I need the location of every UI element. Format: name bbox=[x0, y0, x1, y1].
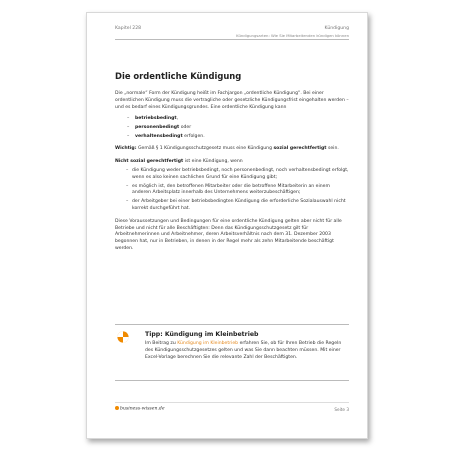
important-tail: sein. bbox=[326, 146, 339, 152]
reason-term: personenbedingt bbox=[135, 125, 180, 131]
topic-label: Kündigung bbox=[324, 26, 349, 31]
reason-term: verhaltensbedingt bbox=[135, 134, 183, 140]
footer-divider bbox=[115, 402, 349, 403]
tip-text bbox=[145, 341, 347, 361]
intro-paragraph: Die „normale“ Form der Kündigung heißt im Fachjargon „ordentliche Kündigung“. Bei einer ordentlichen Kündigung muss die vertragliche oder gesetzliche Kündigungsfrist eingehalten werden – und es bedarf eines Kündigungsgrundes. Eine ordentliche Kündigung kann bbox=[115, 91, 349, 110]
body-text bbox=[115, 91, 349, 253]
reason-list bbox=[127, 114, 349, 141]
important-paragraph bbox=[115, 146, 349, 153]
closing-paragraph: Diese Voraussetzungen und Bedingungen für eine ordentliche Kündigung gelten aber nicht für alle Betriebe und nicht für alle Beschäftigten: Denn das Kündigungsschutzgesetz gilt für Arbeitnehmerinnen und Arbeitnehmer, deren Arbeitsverhältnis nach dem 31. Dezember 2003 begonnen hat, nur in Betrieben, in denen in der Regel mehr als zehn Mitarbeitende beschäftigt werden. bbox=[115, 218, 342, 251]
reason-suffix: , bbox=[176, 116, 179, 122]
list-item bbox=[127, 123, 349, 132]
tip-link[interactable]: Kündigung im Kleinbetrieb bbox=[177, 341, 239, 346]
important-label: Wichtig: bbox=[115, 146, 137, 152]
list-item bbox=[127, 114, 349, 123]
reason-suffix: erfolgen. bbox=[182, 134, 205, 140]
list-item: – es möglich ist, den betroffenen Mitarbeiter oder die betroffene Mitarbeiterin an einem anderen Arbeitsplatz innerhalb des Unternehmens weiterzubeschäftigen; bbox=[127, 184, 349, 198]
tip-title: Tipp: Kündigung im Kleinbetrieb bbox=[145, 331, 259, 338]
logo-text: business-wissen.de bbox=[120, 406, 165, 412]
tip-divider-top bbox=[115, 324, 349, 325]
condition-list bbox=[127, 168, 349, 213]
list-item: – die Kündigung weder betriebsbedingt, noch personenbedingt, noch verhaltensbedingt erfolgt, wenn es also keinen sachlichen Grund für eine Kündigung gibt; bbox=[127, 168, 349, 182]
chapter-label: Kapitel 228 bbox=[115, 26, 142, 31]
header-divider bbox=[115, 39, 349, 40]
list-item bbox=[127, 132, 349, 141]
tip-text-pre: Im Beitrag zu bbox=[145, 341, 178, 346]
lightbulb-icon bbox=[117, 331, 129, 343]
important-text: Gemäß § 1 Kündigungsschutzgesetz muss eine Kündigung bbox=[136, 146, 274, 152]
header-subtitle: Kündigungsarten: Wie Sie Mitarbeitenden kündigen können bbox=[236, 33, 349, 38]
reason-suffix: oder bbox=[179, 125, 192, 131]
not-justified-text: ist eine Kündigung, wenn bbox=[183, 159, 243, 165]
not-justified-label: Nicht sozial gerechtfertigt bbox=[115, 159, 184, 165]
list-item: – der Arbeitgeber bei einer betriebsbedingten Kündigung die erforderliche Sozialauswahl nicht korrekt durchgeführt hat. bbox=[127, 199, 349, 213]
site-logo bbox=[115, 406, 165, 412]
document-page bbox=[86, 12, 368, 439]
important-emphasis: sozial gerechtfertigt bbox=[273, 146, 327, 152]
not-justified-paragraph bbox=[115, 159, 349, 166]
page-title: Die ordentliche Kündigung bbox=[115, 71, 242, 81]
tip-divider-bottom bbox=[115, 380, 349, 381]
reason-term: betriebsbedingt bbox=[135, 116, 177, 122]
page-number: Seite 3 bbox=[334, 407, 349, 412]
tip-text-post: erfahren Sie, ob für Ihren Betrieb die Regeln des Kündigungsschutzgesetzes gelten und was Sie dann beachten müssen. Mit einer Excel-Vorlage berechnen Sie die relevante Zahl der Beschäftigten. bbox=[145, 341, 342, 360]
logo-dot-icon bbox=[115, 406, 119, 410]
